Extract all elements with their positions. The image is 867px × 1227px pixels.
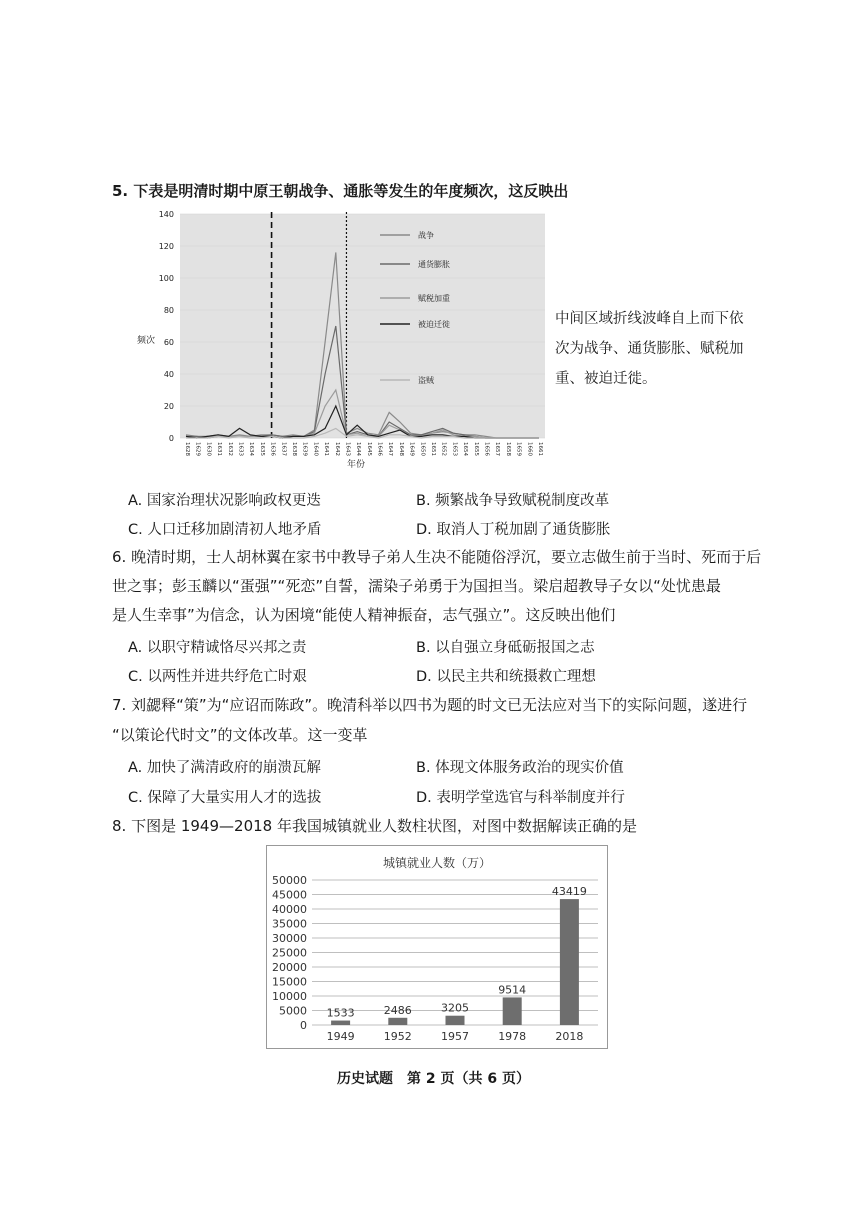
page-footer: 历史试题 第 2 页（共 6 页） xyxy=(337,1071,530,1087)
x-tick-label: 1648 xyxy=(397,442,404,456)
y-tick-label: 0 xyxy=(168,434,174,443)
q5-option-c: C. 人口迁移加剧清初人地矛盾 xyxy=(128,522,322,538)
q5-note: 中间区域折线波峰自上而下依次为战争、通货膨胀、赋税加重、被迫迁徙。 xyxy=(555,311,744,387)
q5-option-d: D. 取消人丁税加剧了通货膨胀 xyxy=(416,522,611,538)
chart-frame xyxy=(267,846,608,1049)
x-tick-label: 1635 xyxy=(258,442,265,456)
x-tick-label: 1978 xyxy=(498,1030,527,1043)
q7-line-1: 7. 刘勰释“策”为“应诏而陈政”。晚清科举以四书为题的时文已无法应对当下的实际问题，遂进行 xyxy=(112,696,748,714)
y-axis-label: 频次 xyxy=(137,336,156,346)
bar xyxy=(503,997,522,1025)
q5-line-chart xyxy=(135,210,555,472)
q6-line-1: 6. 晚清时期，士人胡林翼在家书中教导子弟人生决不能随俗浮沉，要立志做生前于当时、死而于后 xyxy=(112,548,762,566)
y-tick-label: 80 xyxy=(163,306,174,315)
y-tick-label: 10000 xyxy=(272,990,307,1003)
y-tick-label: 25000 xyxy=(272,946,307,960)
y-tick-label: 50000 xyxy=(272,874,307,887)
q6-option-a: A. 以职守精诚恪尽兴邦之责 xyxy=(128,640,307,656)
x-tick-label: 1628 xyxy=(184,442,190,456)
x-tick-label: 1631 xyxy=(216,442,223,456)
q6-option-b: B. 以自强立身砥砺报国之志 xyxy=(416,640,595,656)
x-axis-label: 年份 xyxy=(347,460,366,470)
y-tick-label: 20000 xyxy=(272,961,307,974)
chart-title: 城镇就业人数（万） xyxy=(382,856,492,870)
x-tick-label: 1656 xyxy=(483,442,490,456)
q8-bar-chart xyxy=(266,845,608,1049)
x-tick-label: 1651 xyxy=(430,442,437,456)
y-tick-label: 45000 xyxy=(272,888,307,902)
x-tick-label: 1949 xyxy=(326,1030,355,1043)
bar-value-label: 43419 xyxy=(551,885,587,899)
x-tick-label: 1652 xyxy=(440,442,447,456)
x-tick-label: 1661 xyxy=(537,442,543,456)
q5-option-b: B. 频繁战争导致赋税制度改革 xyxy=(416,493,610,509)
y-tick-label: 60 xyxy=(163,338,174,347)
y-tick-label: 20 xyxy=(163,402,174,411)
x-tick-label: 1643 xyxy=(344,442,351,456)
x-tick-label: 1649 xyxy=(408,442,415,456)
y-tick-label: 0 xyxy=(300,1019,307,1032)
x-tick-label: 1658 xyxy=(504,442,511,456)
y-tick-label: 30000 xyxy=(272,932,307,945)
legend-label: 战争 xyxy=(418,231,434,240)
x-tick-label: 1646 xyxy=(376,442,383,456)
x-tick-label: 1659 xyxy=(515,442,522,456)
y-tick-label: 140 xyxy=(158,210,174,219)
x-tick-label: 1633 xyxy=(237,442,244,456)
y-tick-label: 100 xyxy=(158,274,174,283)
q5-option-a: A. 国家治理状况影响政权更迭 xyxy=(128,493,321,509)
q6-option-d: D. 以民主共和统摄救亡理想 xyxy=(416,669,596,685)
bar-value-label: 1533 xyxy=(326,1006,355,1020)
bar xyxy=(560,899,579,1025)
legend-label: 通货膨胀 xyxy=(418,260,450,269)
x-tick-label: 1653 xyxy=(451,442,458,456)
bar-value-label: 3205 xyxy=(441,1001,469,1015)
x-tick-label: 1647 xyxy=(387,442,394,456)
x-tick-label: 1650 xyxy=(419,442,426,456)
q7-option-c: C. 保障了大量实用人才的选拔 xyxy=(128,790,322,806)
q6-line-2: 世之事；彭玉麟以“蛋强”“死恋”自誓，濡染子弟勇于为国担当。梁启超教导子女以“处忧患最 xyxy=(112,577,721,595)
x-tick-label: 1634 xyxy=(248,442,255,456)
q8-stem: 8. 下图是 1949—2018 年我国城镇就业人数柱状图，对图中数据解读正确的是 xyxy=(112,817,637,835)
x-tick-label: 1629 xyxy=(194,442,201,456)
y-tick-label: 40000 xyxy=(272,903,307,916)
x-tick-label: 1637 xyxy=(280,442,287,456)
x-tick-label: 2018 xyxy=(555,1030,584,1043)
x-tick-label: 1657 xyxy=(494,442,501,456)
q6-line-3: 是人生幸事”为信念，认为困境“能使人精神振奋，志气强立”。这反映出他们 xyxy=(112,606,616,624)
q6-option-c: C. 以两性并进共纾危亡时艰 xyxy=(128,669,307,685)
x-tick-label: 1642 xyxy=(333,442,340,456)
bar xyxy=(331,1021,350,1025)
x-tick-label: 1660 xyxy=(526,442,533,456)
y-tick-label: 15000 xyxy=(272,975,307,989)
x-tick-label: 1654 xyxy=(462,442,469,456)
bar-value-label: 9514 xyxy=(498,983,527,997)
legend-label: 盗贼 xyxy=(418,376,434,385)
x-tick-label: 1655 xyxy=(472,442,479,456)
y-tick-label: 5000 xyxy=(279,1004,307,1018)
x-tick-label: 1641 xyxy=(323,442,330,456)
x-tick-label: 1636 xyxy=(269,442,276,456)
q5-stem: 5. 下表是明清时期中原王朝战争、通胀等发生的年度频次，这反映出 xyxy=(112,182,569,200)
x-tick-label: 1957 xyxy=(441,1030,469,1043)
bar xyxy=(446,1016,465,1025)
x-tick-label: 1638 xyxy=(290,442,297,456)
q7-option-d: D. 表明学堂选官与科举制度并行 xyxy=(416,790,625,806)
y-tick-label: 35000 xyxy=(272,917,307,931)
chart-plot-background xyxy=(180,214,545,438)
q7-option-b: B. 体现文体服务政治的现实价值 xyxy=(416,760,624,776)
x-tick-label: 1645 xyxy=(365,442,372,456)
bar xyxy=(388,1018,407,1025)
y-tick-label: 120 xyxy=(158,242,174,251)
legend-label: 赋税加重 xyxy=(418,294,450,303)
q7-option-a: A. 加快了满清政府的崩溃瓦解 xyxy=(128,760,321,776)
x-tick-label: 1632 xyxy=(226,442,233,456)
x-tick-label: 1640 xyxy=(312,442,319,456)
x-tick-label: 1630 xyxy=(205,442,212,456)
q7-line-2: “以策论代时文”的文体改革。这一变革 xyxy=(112,726,368,744)
x-tick-label: 1952 xyxy=(383,1030,412,1043)
legend-label: 被迫迁徙 xyxy=(418,320,450,329)
x-tick-label: 1644 xyxy=(355,442,362,456)
y-tick-label: 40 xyxy=(163,370,174,379)
bar-value-label: 2486 xyxy=(383,1003,412,1017)
x-tick-label: 1639 xyxy=(301,442,308,456)
